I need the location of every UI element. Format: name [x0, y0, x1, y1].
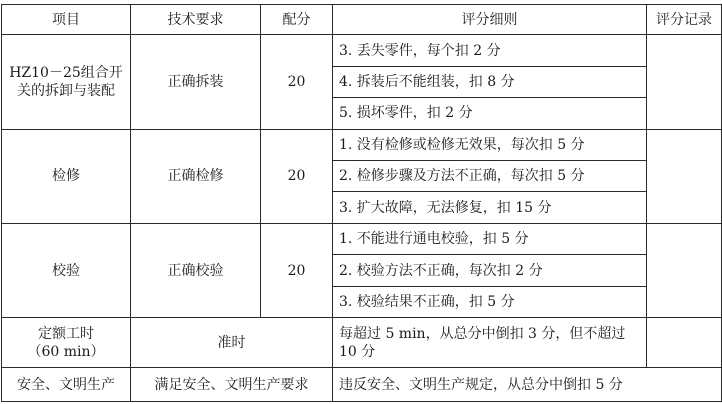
table-row: [2, 223, 722, 254]
time-rule-cell: 每超过 5 min，从总分中倒扣 3 分，但不超过 10 分: [333, 318, 647, 368]
header-score: 配分: [261, 5, 333, 35]
rule-cell: 5. 损坏零件，扣 2 分: [333, 98, 647, 129]
rule-cell: 4. 拆装后不能组装，扣 8 分: [333, 66, 647, 97]
header-record: 评分记录: [647, 5, 722, 35]
rule-cell: 1. 没有检修或检修无效果，每次扣 5 分: [333, 129, 647, 160]
header-item: 项目: [2, 5, 131, 35]
table-row: [2, 35, 722, 66]
time-item-cell: [2, 318, 131, 368]
time-item-line: 定额工时: [38, 325, 94, 342]
item-cell: 校验: [2, 223, 131, 317]
safety-row: [2, 368, 722, 402]
time-requirement-cell: 准时: [131, 318, 333, 368]
safety-rule-cell: 违反安全、文明生产规定，从总分中倒扣 5 分: [333, 368, 722, 402]
header-row: [2, 5, 722, 35]
safety-item-cell: 安全、文明生产: [2, 368, 131, 402]
rule-cell: 2. 检修步骤及方法不正确，每次扣 5 分: [333, 161, 647, 192]
header-rules: 评分细则: [333, 5, 647, 35]
score-cell: 20: [261, 223, 333, 317]
record-cell[interactable]: [647, 35, 722, 129]
rule-cell: 3. 校验结果不正确，扣 5 分: [333, 286, 647, 317]
rule-cell: 3. 丢失零件，每个扣 2 分: [333, 35, 647, 66]
requirement-cell: 正确拆装: [131, 35, 261, 129]
grading-table: [1, 4, 722, 402]
score-cell: 20: [261, 129, 333, 223]
time-row: [2, 318, 722, 368]
item-cell: [2, 35, 131, 129]
rule-cell: 3. 扩大故障，无法修复，扣 15 分: [333, 192, 647, 223]
item-text-line: HZ10－25组合开: [9, 65, 123, 81]
requirement-cell: 正确校验: [131, 223, 261, 317]
score-cell: 20: [261, 35, 333, 129]
rule-cell: 2. 校验方法不正确，每次扣 2 分: [333, 255, 647, 286]
item-text-line: 关的拆卸与装配: [17, 83, 115, 99]
record-cell[interactable]: [647, 129, 722, 223]
record-cell[interactable]: [647, 223, 722, 317]
record-cell[interactable]: [647, 318, 722, 368]
table-row: [2, 129, 722, 160]
header-requirement: 技术要求: [131, 5, 261, 35]
safety-requirement-cell: 满足安全、文明生产要求: [131, 368, 333, 402]
time-item-line: （60 min）: [27, 343, 105, 360]
item-cell: 检修: [2, 129, 131, 223]
rule-cell: 1. 不能进行通电校验，扣 5 分: [333, 223, 647, 254]
requirement-cell: 正确检修: [131, 129, 261, 223]
